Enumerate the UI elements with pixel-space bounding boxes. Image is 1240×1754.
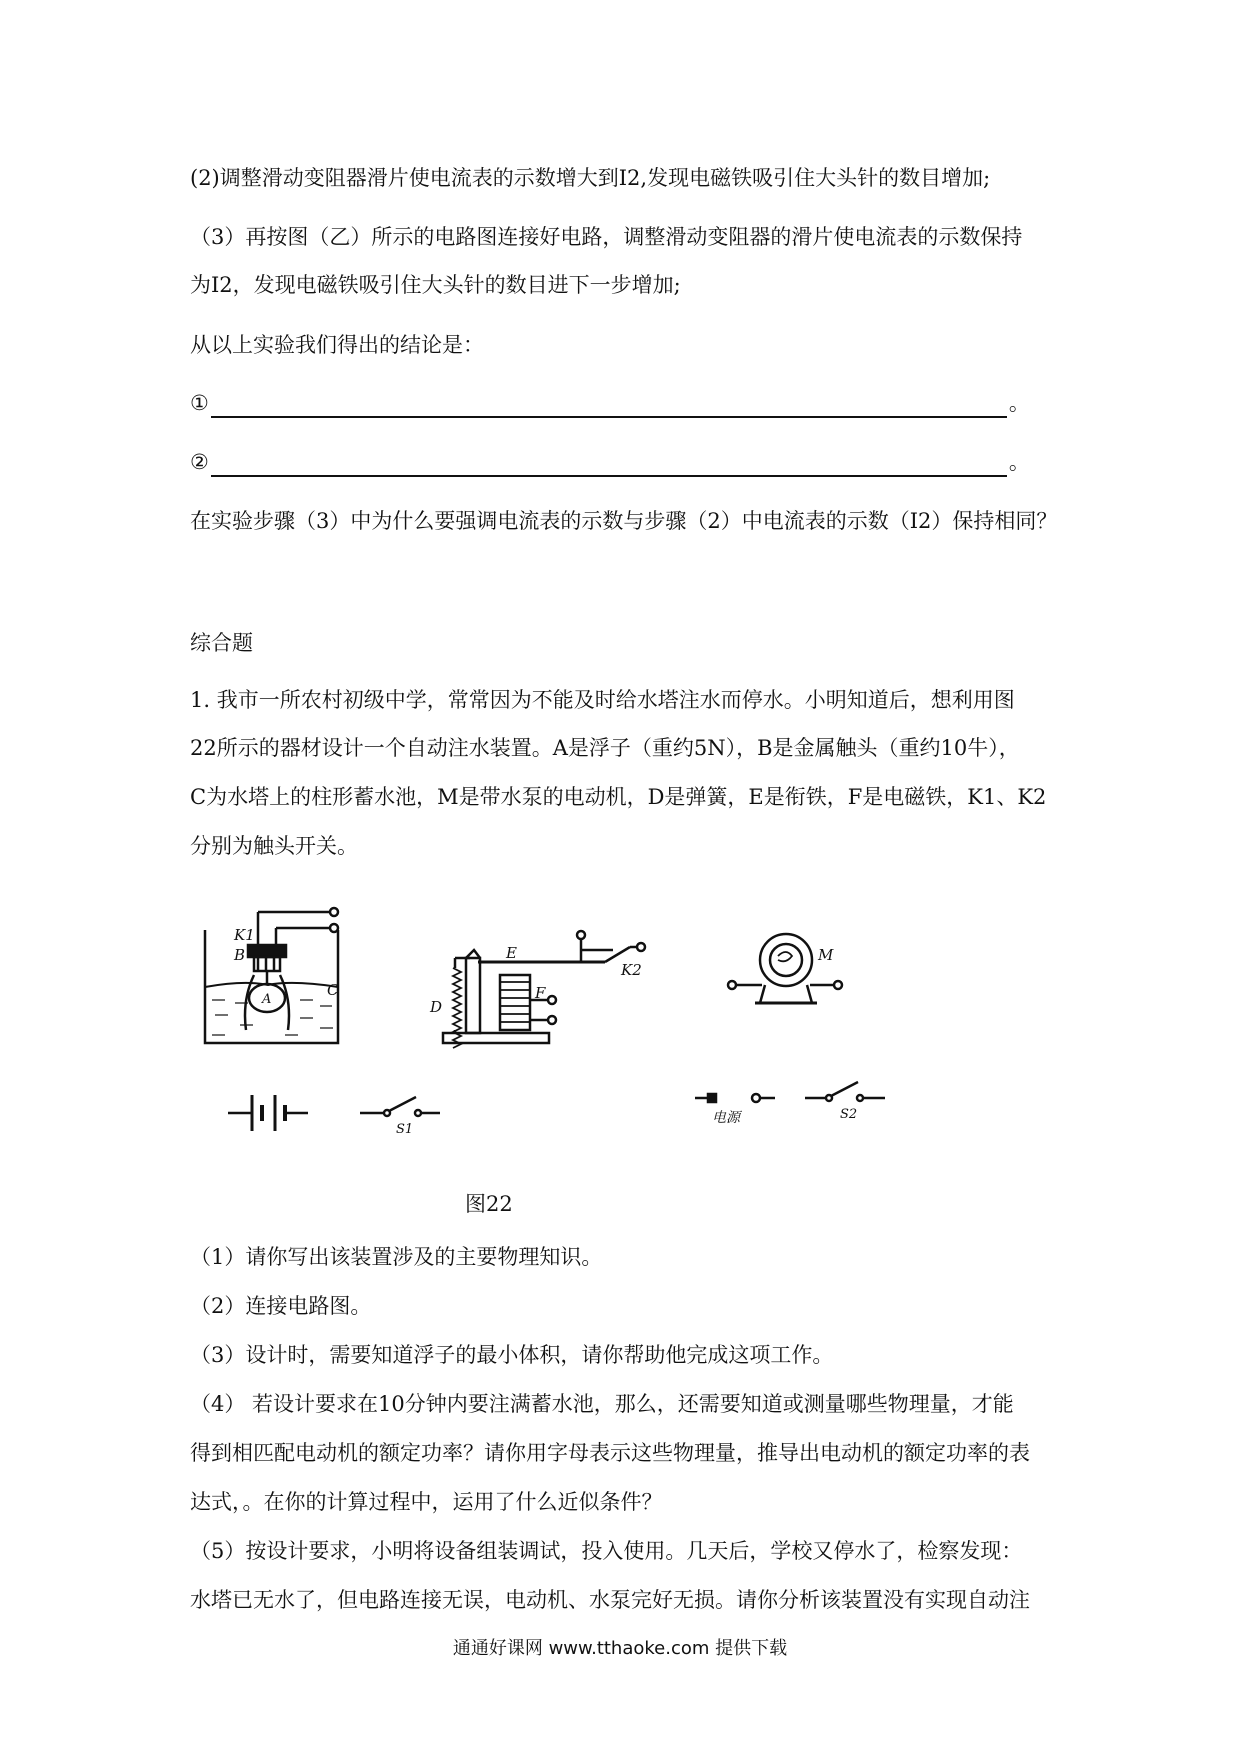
figure-caption: 图22: [465, 1192, 513, 1216]
question-1-line-1: 1. 我市一所农村初级中学，常常因为不能及时给水塔注水而停水。小明知道后，想利用图: [190, 688, 1015, 712]
label-k2: K2: [621, 961, 642, 979]
blank-1-marker: ①: [190, 391, 209, 415]
label-e: E: [506, 944, 517, 962]
label-s2: S2: [840, 1107, 858, 1122]
sub-question-2: （2）连接电路图。: [190, 1294, 372, 1318]
label-b: B: [234, 946, 246, 964]
label-d: D: [430, 998, 443, 1016]
sub-question-1: （1）请你写出该装置涉及的主要物理知识。: [190, 1245, 603, 1269]
step-3-text-line-1: （3）再按图（乙）所示的电路图连接好电路，调整滑动变阻器的滑片使电流表的示数保持: [190, 225, 1023, 249]
label-f: F: [535, 984, 546, 1002]
sub-question-3: （3）设计时，需要知道浮子的最小体积，请你帮助他完成这项工作。: [190, 1343, 834, 1367]
question-1-line-4: 分别为触头开关。: [190, 834, 358, 858]
blank-2-end: 。: [1008, 450, 1030, 474]
battery-symbol: [228, 1095, 308, 1131]
blank-1-end: 。: [1008, 391, 1030, 415]
sub-question-4-line-2: 得到相匹配电动机的额定功率？请你用字母表示这些物理量，推导出电动机的额定功率的表: [190, 1441, 1030, 1465]
label-k1: K1: [234, 926, 255, 944]
label-s1: S1: [396, 1122, 414, 1137]
label-c: C: [327, 981, 339, 999]
conclusion-prompt: 从以上实验我们得出的结论是：: [190, 333, 484, 357]
blank-2-marker: ②: [190, 450, 209, 474]
question-1-line-3: C为水塔上的柱形蓄水池，M是带水泵的电动机，D是弹簧，E是衔铁，F是电磁铁，K1、K2: [190, 785, 1047, 809]
question-1-line-2: 22所示的器材设计一个自动注水装置。A是浮子（重约5N），B是金属触头（重约10牛），: [190, 736, 1020, 760]
sub-question-5-line-1: （5）按设计要求，小明将设备组装调试，投入使用。几天后，学校又停水了，检察发现：: [190, 1539, 1023, 1563]
label-a: A: [262, 992, 272, 1007]
label-power: 电源: [712, 1110, 740, 1126]
step-3-text-line-2: 为I2，发现电磁铁吸引住大头针的数目进下一步增加;: [190, 273, 681, 297]
sub-question-4-line-1: （4） 若设计要求在10分钟内要注满蓄水池，那么，还需要知道或测量哪些物理量，才能: [190, 1392, 1014, 1416]
experiment-question: 在实验步骤（3）中为什么要强调电流表的示数与步骤（2）中电流表的示数（I2）保持相同？: [190, 509, 1058, 533]
sub-question-4-line-3: 达式，。在你的计算过程中，运用了什么近似条件？: [190, 1490, 663, 1514]
switch-s2-symbol: [805, 1082, 885, 1098]
label-m: M: [818, 946, 834, 964]
water-tank-diagram: [205, 912, 338, 1043]
step-2-text: (2)调整滑动变阻器滑片使电流表的示数增大到I2,发现电磁铁吸引住大头针的数目增加;: [190, 166, 991, 190]
sub-question-5-line-2: 水塔已无水了，但电路连接无误，电动机、水泵完好无损。请你分析该装置没有实现自动注: [190, 1588, 1030, 1612]
section-heading: 综合题: [190, 631, 253, 655]
switch-s1-symbol: [360, 1097, 440, 1113]
page-footer: 通通好课网 www.tthaoke.com 提供下载: [452, 1638, 788, 1659]
motor-diagram: [735, 934, 835, 1003]
